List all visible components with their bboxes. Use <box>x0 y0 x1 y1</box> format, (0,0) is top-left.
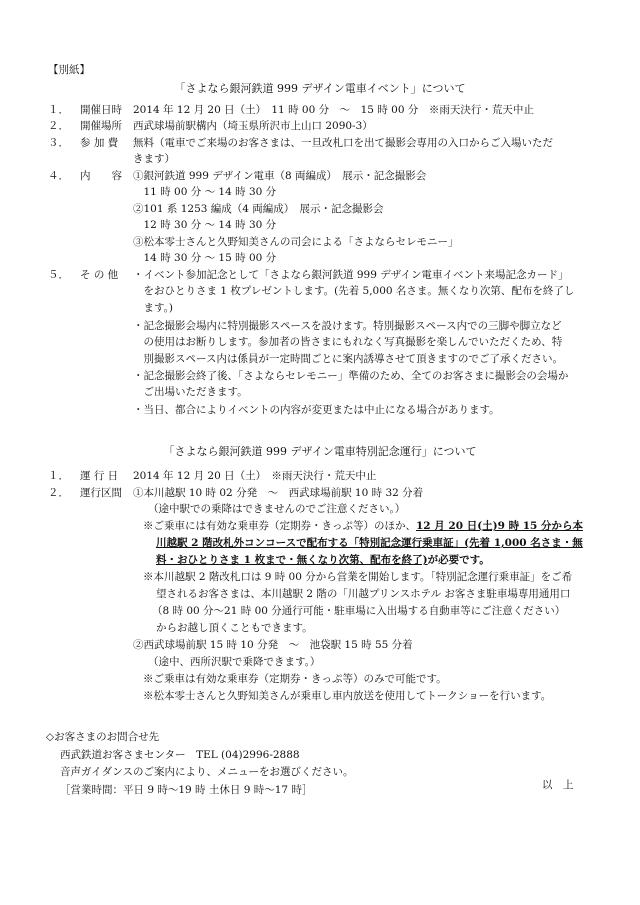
row-value: 無料（電車でご来場のお客さまは、一旦改札口を出て撮影会専用の入口からご入場いただ <box>133 137 553 149</box>
row-value: をおひとりさま 1 枚プレゼントします。(先着 5,000 名さま。無くなり次第、配布を終了し <box>133 285 575 297</box>
row-value: 2014 年 12 月 20 日（土） 11 時 00 分 ～ 15 時 00 分 ※雨天決行・荒天中止 <box>133 104 534 116</box>
row-value: の使用はお断りします。参加者の皆さまにもれなく写真撮影を楽しんでいただくため、特 <box>133 336 563 348</box>
row-value: ・当日、都合によりイベントの内容が変更または中止になる場合があります。 <box>133 404 500 416</box>
row-value: ②101 系 1253 編成（4 両編成） 展示・記念撮影会 <box>133 203 384 215</box>
row-number: ２． <box>48 487 69 499</box>
row-value: 2014 年 12 月 20 日（土） ※雨天決行・荒天中止 <box>133 470 377 482</box>
closing-mark: 以 上 <box>542 779 574 791</box>
row-label: 運 行 日 <box>80 470 119 482</box>
row-value: ます。) <box>133 302 174 314</box>
row-value: ③松本零士さんと久野知美さんの司会による「さよならセレモニー」 <box>133 236 459 248</box>
row-value: きます） <box>133 153 175 165</box>
run-note-bold: が必要です。 <box>427 554 490 566</box>
event-title: 「さよなら銀河鉄道 999 デザイン電車イベント」について <box>174 82 466 95</box>
row-value: 14 時 30 分 ～ 15 時 00 分 <box>133 252 277 264</box>
row-value: 別撮影スペース内は係員が一定時間ごとに案内誘導させて頂きますのでご了承ください。 <box>133 353 563 365</box>
row-value: 12 時 30 分 ～ 14 時 30 分 <box>133 219 277 231</box>
row-label: 参 加 費 <box>80 137 119 149</box>
run-note: ※本川越駅 2 階改札口は 9 時 00 分から営業を開始します。「特別記念運行乗車証」をご希 <box>143 571 573 583</box>
row-label: 内 容 <box>80 170 122 182</box>
row-label: 運行区間 <box>80 487 122 499</box>
run-note-bold: 12 月 20 日(土)9 時 15 分から本 <box>416 520 584 532</box>
contact-hours: ［営業時間：平日 9 時～19 時 土休日 9 時～17 時］ <box>60 784 313 796</box>
run-note: ※松本零士さんと久野知美さんが乗車し車内放送を使用してトークショーを行います。 <box>143 690 552 702</box>
run-note-bold: 川越駅 2 階改札外コンコースで配布する「特別記念運行乗車証」(先着 1,000 名さま・無 <box>156 537 583 549</box>
row-value: 11 時 00 分 ～ 14 時 30 分 <box>133 186 277 198</box>
row-value: ①本川越駅 10 時 02 分発 ～ 西武球場前駅 10 時 32 分着 <box>133 487 424 499</box>
run-note-bold: 料・おひとりさま 1 枚まで・無くなり次第、配布を終了) <box>156 554 428 566</box>
run-note: ②西武球場前駅 15 時 10 分発 ～ 池袋駅 15 時 55 分着 <box>133 639 413 651</box>
contact-phone: 西武鉄道お客さまセンター TEL (04)2996-2888 <box>60 749 300 761</box>
row-value: ・記念撮影会終了後、「さよならセレモニー」準備のため、全てのお客さまに撮影会の会場か <box>133 370 569 382</box>
run-note: （途中、西所沢駅で乗降できます。） <box>148 656 321 668</box>
row-number: １． <box>48 470 69 482</box>
run-note: ※ご乗車は有効な乗車券（定期券・きっぷ等）のみで可能です。 <box>143 673 447 685</box>
run-note <box>156 554 490 567</box>
run-note: からお越し頂くこともできます。 <box>156 622 313 634</box>
row-value: 西武球場前駅構内（埼玉県所沢市上山口 2090-3） <box>133 120 373 132</box>
run-note: 望されるお客さまは、本川越駅 2 階の「川越プリンスホテル お客さま駐車場専用通用口 <box>156 588 571 600</box>
row-value: ご出場いただきます。 <box>133 386 248 398</box>
row-value: ①銀河鉄道 999 デザイン電車（8 両編成） 展示・記念撮影会 <box>133 170 427 182</box>
row-value: ・記念撮影会場内に特別撮影スペースを設けます。特別撮影スペース内での三脚や脚立など <box>133 320 562 332</box>
row-number: ２． <box>48 120 69 132</box>
run-note: （8 時 00 分～21 時 00 分通行可能・駐車場に入出場する自動車等にご注意ください） <box>152 605 566 617</box>
contact-heading: ◇お客さまのお問合せ先 <box>46 731 160 743</box>
row-value: ・イベント参加記念として「さよなら銀河鉄道 999 デザイン電車イベント来場記念カード」 <box>133 269 569 281</box>
contact-guidance: 音声ガイダンスのご案内により、メニューをお選びください。 <box>60 766 354 778</box>
row-number: １． <box>48 104 69 116</box>
row-label: そ の 他 <box>80 269 119 281</box>
row-number: ３． <box>48 137 69 149</box>
row-number: ５． <box>48 269 69 281</box>
run-note: （途中駅での乗降はできませんのでご注意ください。） <box>148 503 406 515</box>
run-note <box>143 520 583 533</box>
run-title: 「さよなら銀河鉄道 999 デザイン電車特別記念運行」について <box>163 445 477 458</box>
run-note-part: ※ご乗車には有効な乗車券（定期券・きっぷ等）のほか、 <box>143 520 416 532</box>
row-label: 開催日時 <box>80 104 122 116</box>
row-label: 開催場所 <box>80 120 122 132</box>
annex-label: 【別紙】 <box>48 64 90 76</box>
row-number: ４． <box>48 170 69 182</box>
